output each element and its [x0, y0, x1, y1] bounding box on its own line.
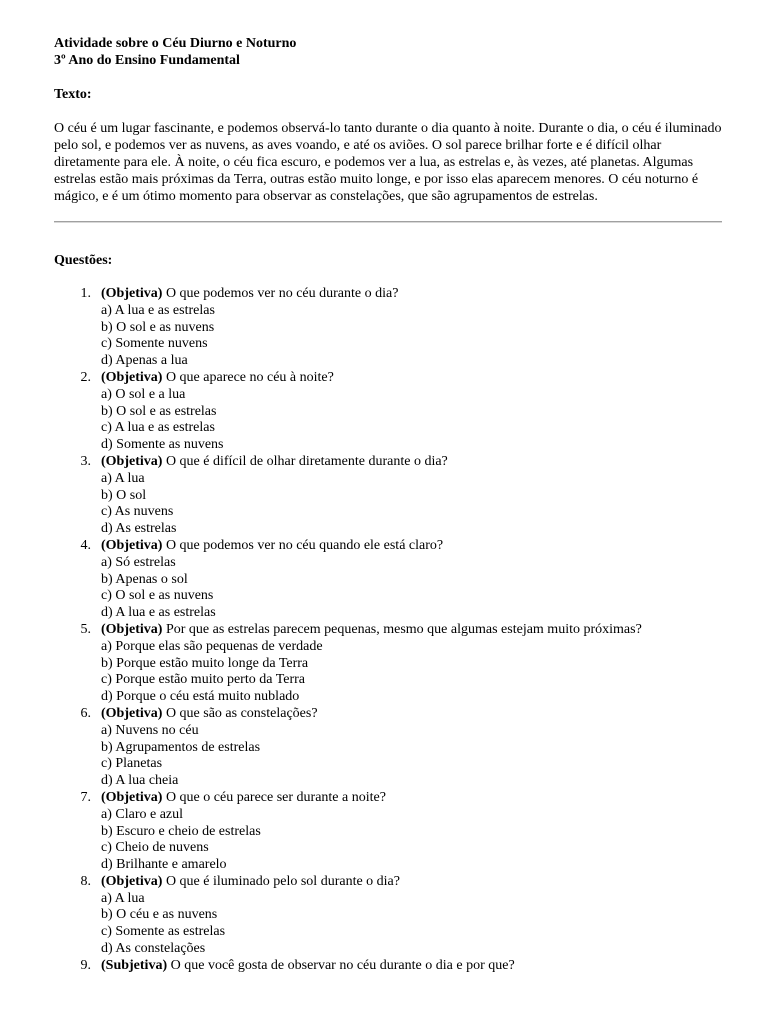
- question-prompt: [101, 706, 722, 723]
- question-item: [54, 874, 722, 958]
- question-text: O que podemos ver no céu quando ele está claro?: [165, 537, 444, 553]
- document-title: Atividade sobre o Céu Diurno e Noturno: [54, 36, 297, 51]
- answer-option: c) Porque estão muito perto da Terra: [101, 672, 306, 688]
- questions-list: [54, 286, 722, 975]
- question-text: O que podemos ver no céu durante o dia?: [165, 286, 399, 301]
- answer-option: b) O céu e as nuvens: [101, 907, 218, 923]
- answer-option: a) Nuvens no céu: [101, 722, 199, 738]
- question-item: [54, 622, 722, 706]
- question-item: [54, 454, 722, 538]
- horizontal-divider: [54, 221, 722, 223]
- answer-option: a) A lua e as estrelas: [101, 302, 215, 318]
- question-type: (Objetiva): [101, 621, 163, 637]
- question-number: 6.: [80, 705, 91, 721]
- answer-option: c) Somente as estrelas: [101, 924, 226, 940]
- question-type: (Subjetiva): [101, 957, 168, 973]
- answer-option: d) Apenas a lua: [101, 353, 188, 369]
- question-number: 8.: [80, 873, 91, 889]
- question-type: (Objetiva): [101, 369, 163, 385]
- question-type: (Objetiva): [101, 453, 163, 469]
- answer-option: b) O sol e as nuvens: [101, 319, 215, 335]
- answer-option: b) O sol e as estrelas: [101, 403, 217, 419]
- answer-option: a) Porque elas são pequenas de verdade: [101, 638, 323, 654]
- question-prompt: [101, 286, 722, 303]
- questions-section-label: Questões:: [54, 253, 113, 268]
- question-item: [54, 790, 722, 874]
- question-number: 5.: [80, 621, 91, 637]
- question-number: 7.: [80, 789, 91, 805]
- answer-option: c) Cheio de nuvens: [101, 840, 209, 856]
- answer-option: a) A lua: [101, 890, 145, 906]
- question-item: [54, 958, 722, 975]
- question-type: (Objetiva): [101, 873, 163, 889]
- question-item: [54, 370, 722, 454]
- answer-option: c) Planetas: [101, 756, 163, 772]
- answer-option: d) Brilhante e amarelo: [101, 857, 227, 873]
- question-item: [54, 706, 722, 790]
- answer-option: b) Porque estão muito longe da Terra: [101, 655, 309, 671]
- answer-option: a) A lua: [101, 470, 145, 486]
- answer-option: c) Somente nuvens: [101, 336, 208, 352]
- question-prompt: [101, 538, 722, 555]
- answer-option: b) Apenas o sol: [101, 571, 188, 587]
- question-number: 9.: [80, 957, 91, 973]
- document-page: [54, 35, 722, 975]
- answer-option: c) A lua e as estrelas: [101, 420, 215, 436]
- question-prompt: [101, 958, 722, 975]
- answer-option: b) Agrupamentos de estrelas: [101, 739, 261, 755]
- question-item: [54, 286, 722, 370]
- question-prompt: [101, 622, 722, 639]
- question-type: (Objetiva): [101, 789, 163, 805]
- answer-option: d) As estrelas: [101, 521, 177, 537]
- answer-option: d) As constelações: [101, 941, 206, 957]
- answer-option: a) O sol e a lua: [101, 386, 186, 402]
- question-text: O que são as constelações?: [165, 705, 318, 721]
- question-type: (Objetiva): [101, 705, 163, 721]
- text-section-label: Texto:: [54, 87, 92, 102]
- question-prompt: [101, 790, 722, 807]
- answer-option: d) Somente as nuvens: [101, 437, 224, 453]
- answer-option: b) Escuro e cheio de estrelas: [101, 823, 261, 839]
- question-text: O que você gosta de observar no céu durante o dia e por que?: [170, 957, 515, 973]
- question-number: 3.: [80, 453, 91, 469]
- question-text: O que o céu parece ser durante a noite?: [165, 789, 386, 805]
- answer-option: d) A lua cheia: [101, 773, 179, 789]
- question-prompt: [101, 454, 722, 471]
- text-section-body: O céu é um lugar fascinante, e podemos observá-lo tanto durante o dia quanto à noite. Durante o dia, o céu é iluminado pelo sol, e podemos ver as nuvens, as aves voando, e até os aviões. O sol parece brilhar forte e é difícil olhar diretamente para ele. À noite, o céu fica escuro, e podemos ver a lua, as estrelas e, às vezes, até planetas. Algumas estrelas estão mais próximas da Terra, outras estão muito longe, e por isso elas aparecem menores. O céu noturno é mágico, e é um ótimo momento para observar as constelações, que são agrupamentos de estrelas.: [54, 121, 722, 204]
- question-text: Por que as estrelas parecem pequenas, mesmo que algumas estejam muito próximas?: [165, 621, 642, 637]
- question-text: O que aparece no céu à noite?: [165, 369, 334, 385]
- answer-option: d) Porque o céu está muito nublado: [101, 689, 300, 705]
- question-text: O que é difícil de olhar diretamente durante o dia?: [165, 453, 448, 469]
- question-item: [54, 538, 722, 622]
- question-type: (Objetiva): [101, 286, 163, 301]
- question-number: 1.: [80, 286, 91, 301]
- question-number: 2.: [80, 369, 91, 385]
- question-prompt: [101, 370, 722, 387]
- question-type: (Objetiva): [101, 537, 163, 553]
- question-prompt: [101, 874, 722, 891]
- question-number: 4.: [80, 537, 91, 553]
- answer-option: c) O sol e as nuvens: [101, 588, 214, 604]
- answer-option: c) As nuvens: [101, 504, 174, 520]
- question-text: O que é iluminado pelo sol durante o dia?: [165, 873, 400, 889]
- answer-option: a) Só estrelas: [101, 554, 176, 570]
- document-subtitle: 3º Ano do Ensino Fundamental: [54, 53, 240, 68]
- answer-option: a) Claro e azul: [101, 806, 184, 822]
- answer-option: d) A lua e as estrelas: [101, 605, 216, 621]
- answer-option: b) O sol: [101, 487, 147, 503]
